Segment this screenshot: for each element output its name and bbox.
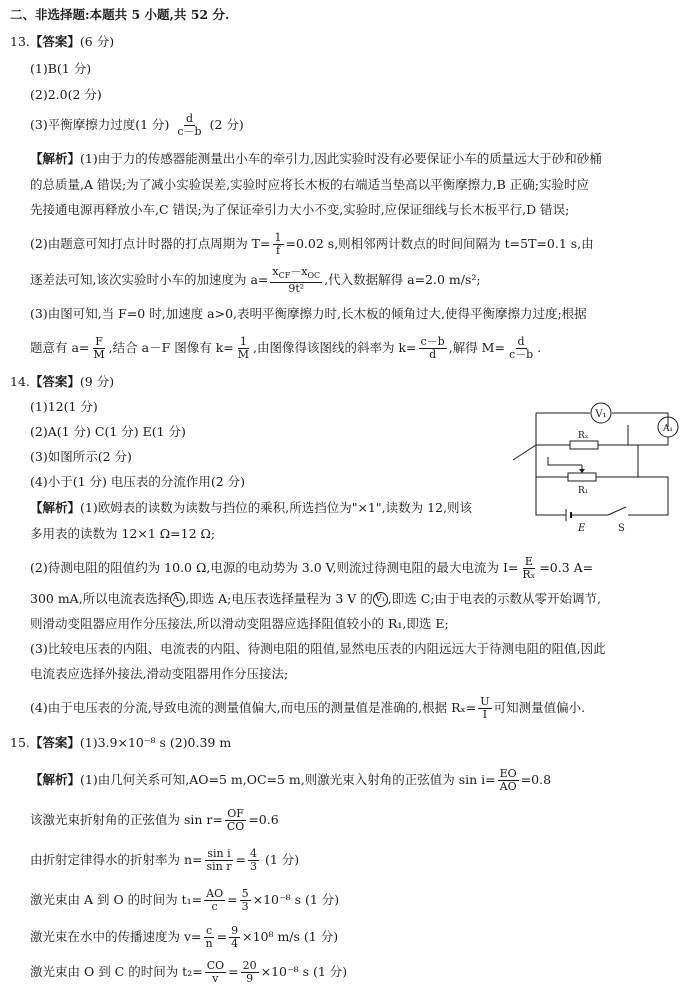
q14-answer-4: (4)小于(1 分) 电压表的分流作用(2 分) — [30, 474, 246, 489]
q13-answer-2: (2)2.0(2 分) — [30, 87, 102, 102]
q13-analysis-p1-line1: 【解析】(1)由于力的传感器能测量出小车的牵引力,因此实验时没有必要保证小车的质量远大于砂和砂桶 — [30, 151, 602, 166]
q14-number: 14. — [10, 374, 30, 389]
q13-answer-3-fraction: $\frac{d}{c-b}$ — [177, 112, 202, 138]
q15-analysis-line6: 激光束由 O 到 C 的时间为 t₂= $\frac{CO}{v}$ = $\frac{20}{9}$ ×10⁻⁸ s (1 分) — [30, 959, 348, 985]
probe-line — [513, 445, 536, 460]
q15-analysis-tag: 【解析】 — [30, 772, 81, 787]
q13-answer-3 — [30, 113, 244, 138]
section-title: 二、非选择题:本题共 5 小题,共 52 分. — [10, 7, 230, 22]
q14-analysis-p4-line1: (4)由于电压表的分流,导致电流的测量值偏大,而电压的测量值是准确的,根据 Rₓ= $\frac{U}{I}$ 可知测量值偏小. — [30, 695, 586, 721]
battery-label: E — [578, 523, 586, 534]
q14-analysis-p3-line1: (3)比较电压表的内阻、电流表的内阻、待测电阻的阻值,显然电压表的内阻远远大于待测电阻的阻值,因此 — [30, 641, 606, 656]
q15-answer-line — [10, 734, 231, 752]
q15-analysis-line5: 激光束在水中的传播速度为 v= $\frac{c}{n}$ = $\frac{9}{4}$ ×10⁸ m/s (1 分) — [30, 924, 339, 950]
q13-answer-1: (1)B(1 分) — [30, 61, 92, 76]
q15-answer-tag: 【答案】 — [29, 735, 80, 750]
q14-answer-3: (3)如图所示(2 分) — [30, 449, 132, 464]
resistor-rx-icon — [570, 441, 598, 449]
q13-analysis-p3-line2: 题意有 a= $\frac{F}{M}$ ,结合 a－F 图像有 k= $\frac{1}{M}$ ,由图像得该图线的斜率为 k= $\frac{c-b}{d}$ ,解得 M= $\frac{d}{c-b}$ . — [30, 335, 542, 361]
wire-left-upper — [536, 413, 553, 445]
q13-answer-tag: 【答案】 — [29, 34, 80, 49]
q14-analysis-p2-line1: (2)待测电阻的阻值约为 10.0 Ω,电源的电动势为 3.0 V,则流过待测电阻的最大电流为 I= $\frac{E}{\text{Rₓ}}$ =0.3 A= — [30, 555, 594, 581]
q13-analysis-tag: 【解析】 — [30, 151, 81, 166]
q14-analysis-p1-line1: 【解析】(1)欧姆表的读数为读数与挡位的乘积,所选挡位为"×1",读数为 12,则该 — [30, 500, 472, 515]
rheostat-r1-label: R₁ — [578, 486, 589, 496]
q15-analysis-line1: 【解析】(1)由几何关系可知,AO=5 m,OC=5 m,则激光束入射角的正弦值为 sin i= $\frac{EO}{AO}$ =0.8 — [30, 767, 552, 793]
q14-score: (9 分) — [79, 374, 115, 389]
q14-analysis-tag: 【解析】 — [30, 500, 81, 515]
q15-analysis-line3: 由折射定律得水的折射率为 n= $\frac{\text{sin i}}{\text{sin r}}$ = $\frac{4}{3}$ (1 分) — [30, 847, 300, 873]
q14-analysis-p2-line3: 则滑动变阻器应用作分压接法,所以滑动变阻器应选择阻值较小的 R₁,即选 E; — [30, 616, 449, 631]
q13-number: 13. — [10, 34, 30, 49]
ammeter-a1-symbol: A₁ — [170, 592, 185, 607]
q13-analysis-p1-line2: 的总质量,A 错误;为了减小实验误差,实验时应将长木板的右端适当垫高以平衡摩擦力,B 正确;实验时应 — [30, 177, 590, 192]
q13-analysis-p1-line3: 先接通电源再释放小车,C 错误;为了保证牵引力大小不变,实验时,应保证细线与长木板平行,D 错误; — [30, 202, 570, 217]
q13-answer-3-text: (3)平衡摩擦力过度(1 分) — [30, 117, 170, 132]
rheostat-r1-icon — [568, 473, 596, 481]
q14-analysis-p1-line2: 多用表的读数为 12×1 Ω=12 Ω; — [30, 526, 216, 541]
q15-number: 15. — [10, 735, 30, 750]
resistor-rx-label: Rₓ — [578, 431, 589, 441]
q14-answer-tag: 【答案】 — [29, 374, 80, 389]
voltmeter-label: V₁ — [595, 409, 607, 420]
q13-analysis-p3-line1: (3)由图可知,当 F=0 时,加速度 a>0,表明平衡摩擦力时,长木板的倾角过大,使得平衡摩擦力过度;根据 — [30, 306, 587, 321]
q13-answer-3-score: (2 分) — [209, 117, 244, 132]
q13-analysis-p2-line1: (2)由题意可知打点计时器的打点周期为 T= $\frac{1}{f}$ =0.02 s,则相邻两计数点的时间间隔为 t=5T=0.1 s,由 — [30, 231, 594, 257]
q15-analysis-line2: 该激光束折射角的正弦值为 sin r= $\frac{OF}{CO}$ =0.6 — [30, 807, 279, 833]
switch-label: S — [618, 523, 625, 534]
q14-analysis-p2-line2: 300 mA,所以电流表选择 A₁ ,即选 A;电压表选择量程为 3 V 的 V₁ ,即选 C;由于电表的示数从零开始调节, — [30, 591, 601, 606]
circuit-diagram — [508, 395, 688, 535]
ammeter-label: A₁ — [662, 424, 674, 434]
switch-icon — [608, 507, 626, 515]
q14-answer-1: (1)12(1 分) — [30, 399, 98, 414]
q15-analysis-line4: 激光束由 A 到 O 的时间为 t₁= $\frac{AO}{c}$ = $\frac{5}{3}$ ×10⁻⁸ s (1 分) — [30, 887, 340, 913]
q14-analysis-p3-line2: 电流表应选择外接法,滑动变阻器用作分压接法; — [30, 666, 289, 681]
voltmeter-v1-symbol: V₁ — [373, 592, 388, 607]
wire-right-upper — [613, 437, 668, 445]
wire-top-right — [612, 413, 668, 427]
q13-analysis-p2-line2: 逐差法可知,该次实验时小车的加速度为 a= $\frac{x_{CF}-x_{OC}}{\text{9t²}}$ ,代入数据解得 a=2.0 m/s²; — [30, 265, 481, 296]
q14-answer-line — [10, 373, 114, 391]
fraction: $\frac{x_{CF}-x_{OC}}{\text{9t²}}$ — [272, 265, 321, 296]
q13-score: (6 分) — [79, 34, 115, 49]
q13-answer-line — [10, 33, 114, 51]
fraction: $\frac{1}{f}$ — [274, 231, 282, 257]
q14-answer-2: (2)A(1 分) C(1 分) E(1 分) — [30, 424, 186, 439]
q15-answer-body: (1)3.9×10⁻⁸ s (2)0.39 m — [79, 735, 232, 750]
